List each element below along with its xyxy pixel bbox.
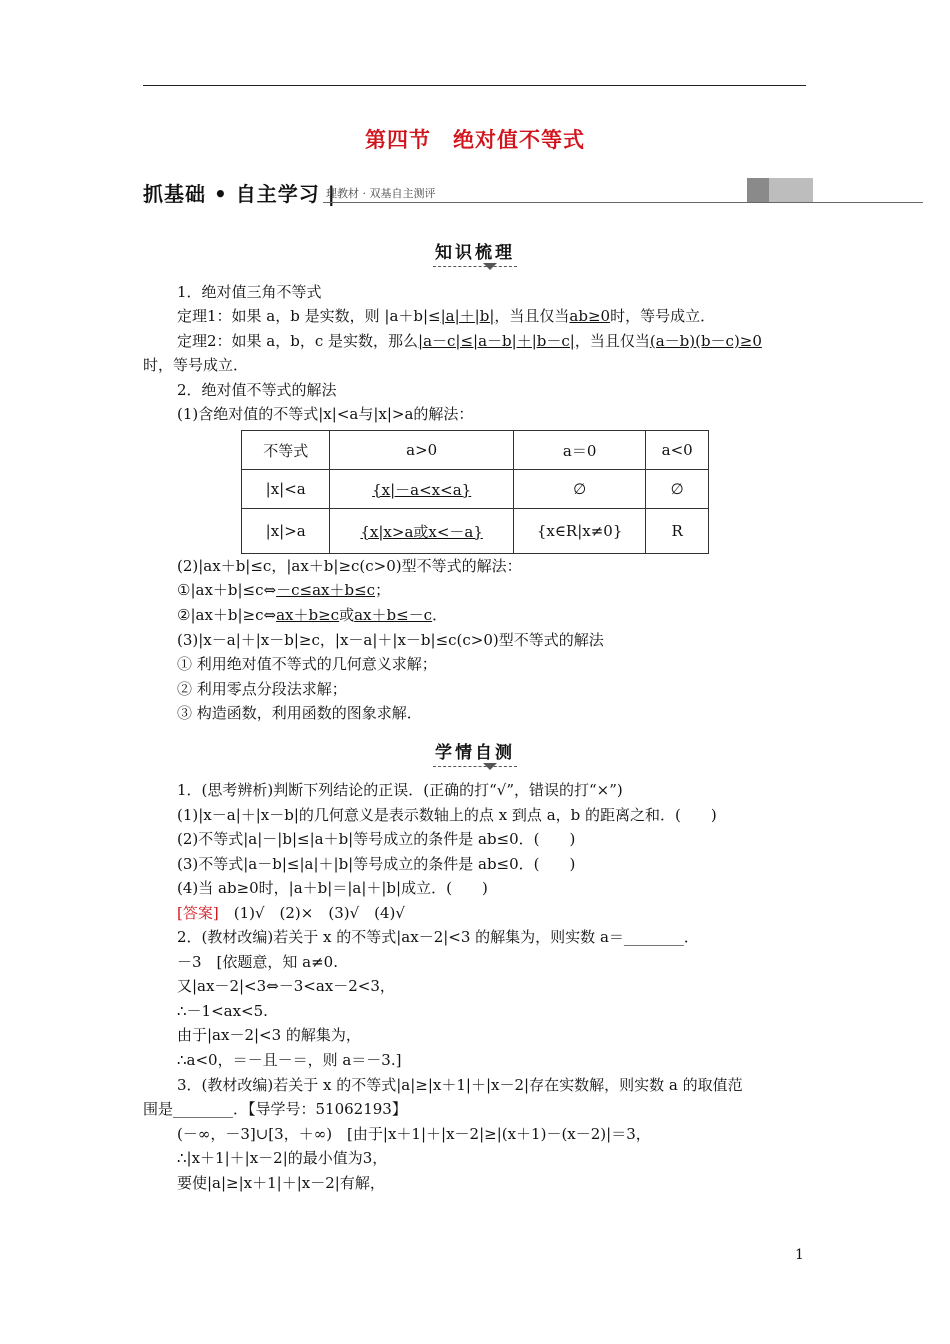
text-line: 定理2：如果 a，b，c 是实数，那么|a－c|≤|a－b|＋|b－c|，当且仅当(a－b)(b－c)≥0 [177, 332, 762, 350]
table-cell: ∅ [646, 470, 709, 509]
header-rule [143, 85, 806, 86]
text-line: 又|ax－2|<3⇔－3<ax－2<3， [177, 977, 395, 995]
banner-block-light [769, 178, 813, 202]
text-line: ∴a<0，＝－且－＝，则 a＝－3.] [177, 1051, 402, 1069]
text-line: (4)当 ab≥0时，|a＋b|＝|a|＋|b|成立．( ) [177, 879, 488, 897]
heading-marker-icon [483, 263, 497, 270]
text-line: ① 利用绝对值不等式的几何意义求解； [177, 655, 437, 673]
table-cell: |x|<a [242, 470, 330, 509]
table-cell: 不等式 [242, 431, 330, 470]
text-line: ③ 构造函数，利用函数的图象求解． [177, 704, 422, 722]
text-line: ②|ax＋b|≥c⇔ax＋b≥c或ax＋b≤－c． [177, 606, 448, 624]
text-line: (2)|ax＋b|≤c，|ax＋b|≥c(c>0)型不等式的解法： [177, 557, 522, 575]
table-row [242, 509, 709, 554]
text-line: [答案] (1)√ (2)× (3)√ (4)√ [177, 904, 405, 922]
table-cell: ∅ [513, 470, 645, 509]
table-cell: {x|x>a或x<－a} [330, 509, 514, 554]
table-row [242, 470, 709, 509]
table-cell: a>0 [330, 431, 514, 470]
table-cell: {x|－a<x<a} [330, 470, 514, 509]
text-line: ∴|x＋1|＋|x－2|的最小值为3， [177, 1149, 388, 1167]
table-cell: a<0 [646, 431, 709, 470]
table-cell: a＝0 [513, 431, 645, 470]
text-line: (3)不等式|a－b|≤|a|＋|b|等号成立的条件是 ab≤0．( ) [177, 855, 576, 873]
text-line: 1．绝对值三角不等式 [177, 283, 322, 301]
banner-main-text: 抓基础 • 自主学习 | [143, 182, 336, 206]
banner-line [323, 202, 923, 203]
table-row [242, 431, 709, 470]
text-line: ② 利用零点分段法求解； [177, 680, 347, 698]
text-line: (－∞，－3]∪[3，＋∞) [由于|x＋1|＋|x－2|≥|(x＋1)－(x－2)|＝3， [177, 1125, 651, 1143]
section-banner [143, 178, 813, 204]
text-line: －3 [依题意，知 a≠0. [177, 953, 338, 971]
text-line: 由于|ax－2|<3 的解集为， [177, 1026, 361, 1044]
text-line: ①|ax＋b|≤c⇔－c≤ax＋b≤c； [177, 581, 391, 599]
page-number: 1 [795, 1247, 804, 1263]
text-line: 时，等号成立． [143, 356, 249, 374]
text-line: (2)不等式|a|－|b|≤|a＋b|等号成立的条件是 ab≤0．( ) [177, 830, 576, 848]
text-line: ∴－1<ax<5. [177, 1002, 268, 1020]
heading-marker-icon [483, 763, 497, 770]
banner-block-dark [747, 178, 769, 202]
text-line: 要使|a|≥|x＋1|＋|x－2|有解， [177, 1174, 385, 1192]
text-line: (1)|x－a|＋|x－b|的几何意义是表示数轴上的点 x 到点 a，b 的距离之和．( ) [177, 806, 717, 824]
text-line: 3．(教材改编)若关于 x 的不等式|a|≥|x＋1|＋|x－2|存在实数解，则实数 a 的取值范 [177, 1076, 743, 1094]
table-cell: {x∈R|x≠0} [513, 509, 645, 554]
text-line: 2．(教材改编)若关于 x 的不等式|ax－2|<3 的解集为，则实数 a＝________． [177, 928, 699, 946]
table-cell: R [646, 509, 709, 554]
section-heading-knowledge: 知识梳理 [0, 238, 950, 267]
section-heading-selftest: 学情自测 [0, 738, 950, 767]
solution-table [241, 430, 709, 554]
page-title: 第四节 绝对值不等式 [365, 127, 585, 152]
banner-sub-text: 理教材 · 双基自主测评 [326, 187, 436, 200]
text-line: (3)|x－a|＋|x－b|≥c，|x－a|＋|x－b|≤c(c>0)型不等式的解法 [177, 631, 604, 649]
text-line: (1)含绝对值的不等式|x|<a与|x|>a的解法： [177, 405, 474, 423]
table-cell: |x|>a [242, 509, 330, 554]
text-line: 围是________．【导学号：51062193】 [143, 1100, 407, 1118]
text-line: 定理1：如果 a，b 是实数，则 |a＋b|≤|a|＋|b|，当且仅当ab≥0时，等号成立． [177, 307, 716, 325]
text-line: 1．(思考辨析)判断下列结论的正误．(正确的打“√”，错误的打“×”) [177, 781, 623, 799]
answer-label: [答案] [177, 904, 219, 922]
text-line: 2．绝对值不等式的解法 [177, 381, 337, 399]
